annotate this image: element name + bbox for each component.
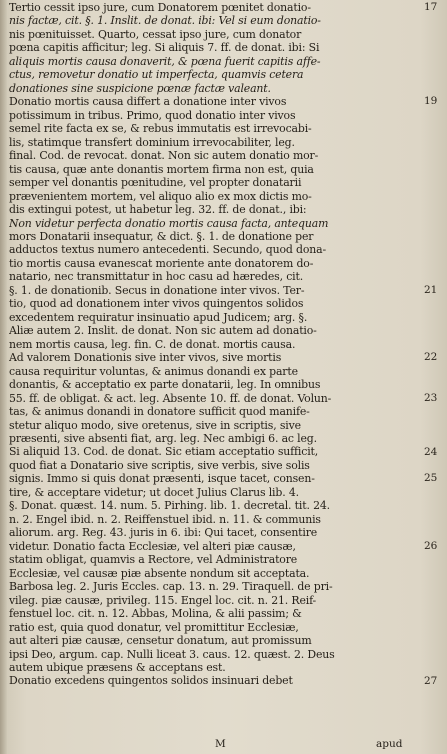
text-line: aut alteri piæ causæ, censetur donatum, aut promissum — [9, 634, 312, 648]
text-line: Ecclesiæ, vel causæ piæ absente nondum sit acceptata. — [9, 566, 310, 580]
text-line: nem mortis causa, leg. fin. C. de donat. mortis causa. — [9, 337, 296, 351]
text-line: causa requiritur voluntas, & animus donandi ex parte — [9, 364, 298, 378]
text-line: nis pœnituisset. Quarto, cessat ipso jure, cum donator — [9, 27, 302, 41]
text-line: videtur. Donatio facta Ecclesiæ, vel alteri piæ causæ, — [9, 539, 296, 553]
text-line: ipsi Deo, argum. cap. Nulli liceat 3. caus. 12. quæst. 2. Deus — [9, 647, 335, 661]
margin-number: 26 — [424, 539, 438, 552]
text-line: dis extingui potest, ut habetur leg. 32. ff. de donat., ibi: — [9, 203, 307, 217]
page-gutter — [0, 0, 7, 754]
text-line: donantis, & acceptatio ex parte donatarii, leg. In omnibus — [9, 378, 321, 392]
text-line: ctus, removetur donatio ut imperfecta, quamvis cetera — [9, 68, 304, 82]
text-line: §. 1. de donationib. Secus in donatione inter vivos. Ter- — [9, 283, 305, 297]
margin-number: 23 — [424, 391, 438, 404]
text-line: Aliæ autem 2. Inslit. de donat. Non sic autem ad donatio- — [9, 324, 317, 338]
text-line: Donatio excedens quingentos solidos insinuari debet — [9, 674, 293, 688]
margin-number: 22 — [424, 351, 438, 364]
text-line: pœna capitis afficitur; leg. Si aliquis 7. ff. de donat. ibi: Si — [9, 41, 320, 55]
text-line: tio, quod ad donationem inter vivos quingentos solidos — [9, 297, 304, 311]
text-line: præsenti, sive absenti fiat, arg. leg. Nec ambigi 6. ac leg. — [9, 432, 317, 445]
text-line: autem ubique præsens & acceptans est. — [9, 660, 226, 674]
margin-number: 25 — [424, 472, 438, 485]
text-line: vileg. piæ causæ, privileg. 115. Engel loc. cit. n. 21. Reif- — [9, 593, 317, 607]
text-line: signis. Immo si quis donat præsenti, isque tacet, consen- — [9, 472, 315, 486]
text-line: Tertio cessit ipso jure, cum Donatorem pœnitet donatio- — [9, 1, 311, 14]
text-line: mors Donatarii insequatur, & dict. §. 1. de donatione per — [9, 229, 314, 243]
text-line: Non videtur perfecta donatio mortis causa facta, antequam — [9, 216, 329, 230]
text-line: quod fiat a Donatario sive scriptis, sive verbis, sive solis — [9, 458, 310, 472]
text-line: adductos textus numero antecedenti. Secundo, quod dona- — [9, 243, 326, 257]
text-line: donationes sine suspicione pœnæ factæ valeant. — [9, 81, 271, 95]
text-line: tis causa, quæ ante donantis mortem firma non est, quia — [9, 162, 314, 176]
margin-number: 27 — [424, 674, 438, 687]
catchword: apud — [376, 738, 403, 750]
margin-number: 21 — [424, 283, 438, 296]
text-line: statim obligat, quamvis a Rectore, vel Administratore — [9, 553, 298, 567]
margin-number: 17 — [424, 1, 438, 13]
text-line: tio mortis causa evanescat moriente ante donatorem do- — [9, 256, 314, 270]
text-line: final. Cod. de revocat. donat. Non sic autem donatio mor- — [9, 149, 319, 163]
text-line: tire, & acceptare videtur; ut docet Julius Clarus lib. 4. — [9, 485, 299, 499]
text-line: semel rite facta ex se, & rebus immutatis est irrevocabi- — [9, 122, 312, 136]
page-footer — [0, 738, 447, 752]
text-line: Barbosa leg. 2. Juris Eccles. cap. 13. n. 29. Tiraquell. de pri- — [9, 580, 333, 594]
text-line: fenstuel loc. cit. n. 12. Abbas, Molina, & alii passim; & — [9, 607, 302, 621]
text-line: Ad valorem Donationis sive inter vivos, sive mortis — [9, 351, 282, 365]
text-line: Si aliquid 13. Cod. de donat. Sic etiam acceptatio sufficit, — [9, 445, 319, 459]
text-line: aliorum. arg. Reg. 43. juris in 6. ibi: Qui tacet, consentire — [9, 526, 318, 540]
body-text — [9, 1, 417, 688]
text-line: prævenientem mortem, vel aliquo alio ex mox dictis mo- — [9, 189, 312, 203]
text-line: potissimum in tribus. Primo, quod donatio inter vivos — [9, 108, 296, 122]
margin-number: 24 — [424, 445, 438, 458]
text-line: aliquis mortis causa donaverit, & pœna fuerit capitis affe- — [9, 54, 321, 68]
text-line: §. Donat. quæst. 14. num. 5. Pirhing. lib. 1. decretal. tit. 24. — [9, 499, 330, 513]
signature-mark: M — [215, 738, 226, 750]
text-line: Donatio mortis causa differt a donatione inter vivos — [9, 95, 287, 109]
text-line: ratio est, quia quod donatur, vel promittitur Ecclesiæ, — [9, 620, 299, 634]
text-line: n. 2. Engel ibid. n. 2. Reiffenstuel ibid. n. 11. & communis — [9, 512, 321, 526]
margin-number: 19 — [424, 95, 438, 108]
text-line: nis factæ, cit. §. 1. Inslit. de donat. ibi: Vel si eum donatio- — [9, 14, 321, 28]
text-line: 55. ff. de obligat. & act. leg. Absente 10. ff. de donat. Volun- — [9, 391, 332, 405]
text-line: tas, & animus donandi in donatore sufficit quod manife- — [9, 405, 310, 419]
text-line: natario, nec transmittatur in hoc casu ad hæredes, cit. — [9, 270, 304, 284]
text-line: stetur aliquo modo, sive oretenus, sive in scriptis, sive — [9, 418, 301, 432]
text-line: semper vel donantis pœnitudine, vel propter donatarii — [9, 176, 302, 190]
text-line: lis, statimque transfert dominium irrevocabiliter, leg. — [9, 135, 295, 149]
text-line: excedentem requiratur insinuatio apud Judicem; arg. §. — [9, 310, 308, 324]
